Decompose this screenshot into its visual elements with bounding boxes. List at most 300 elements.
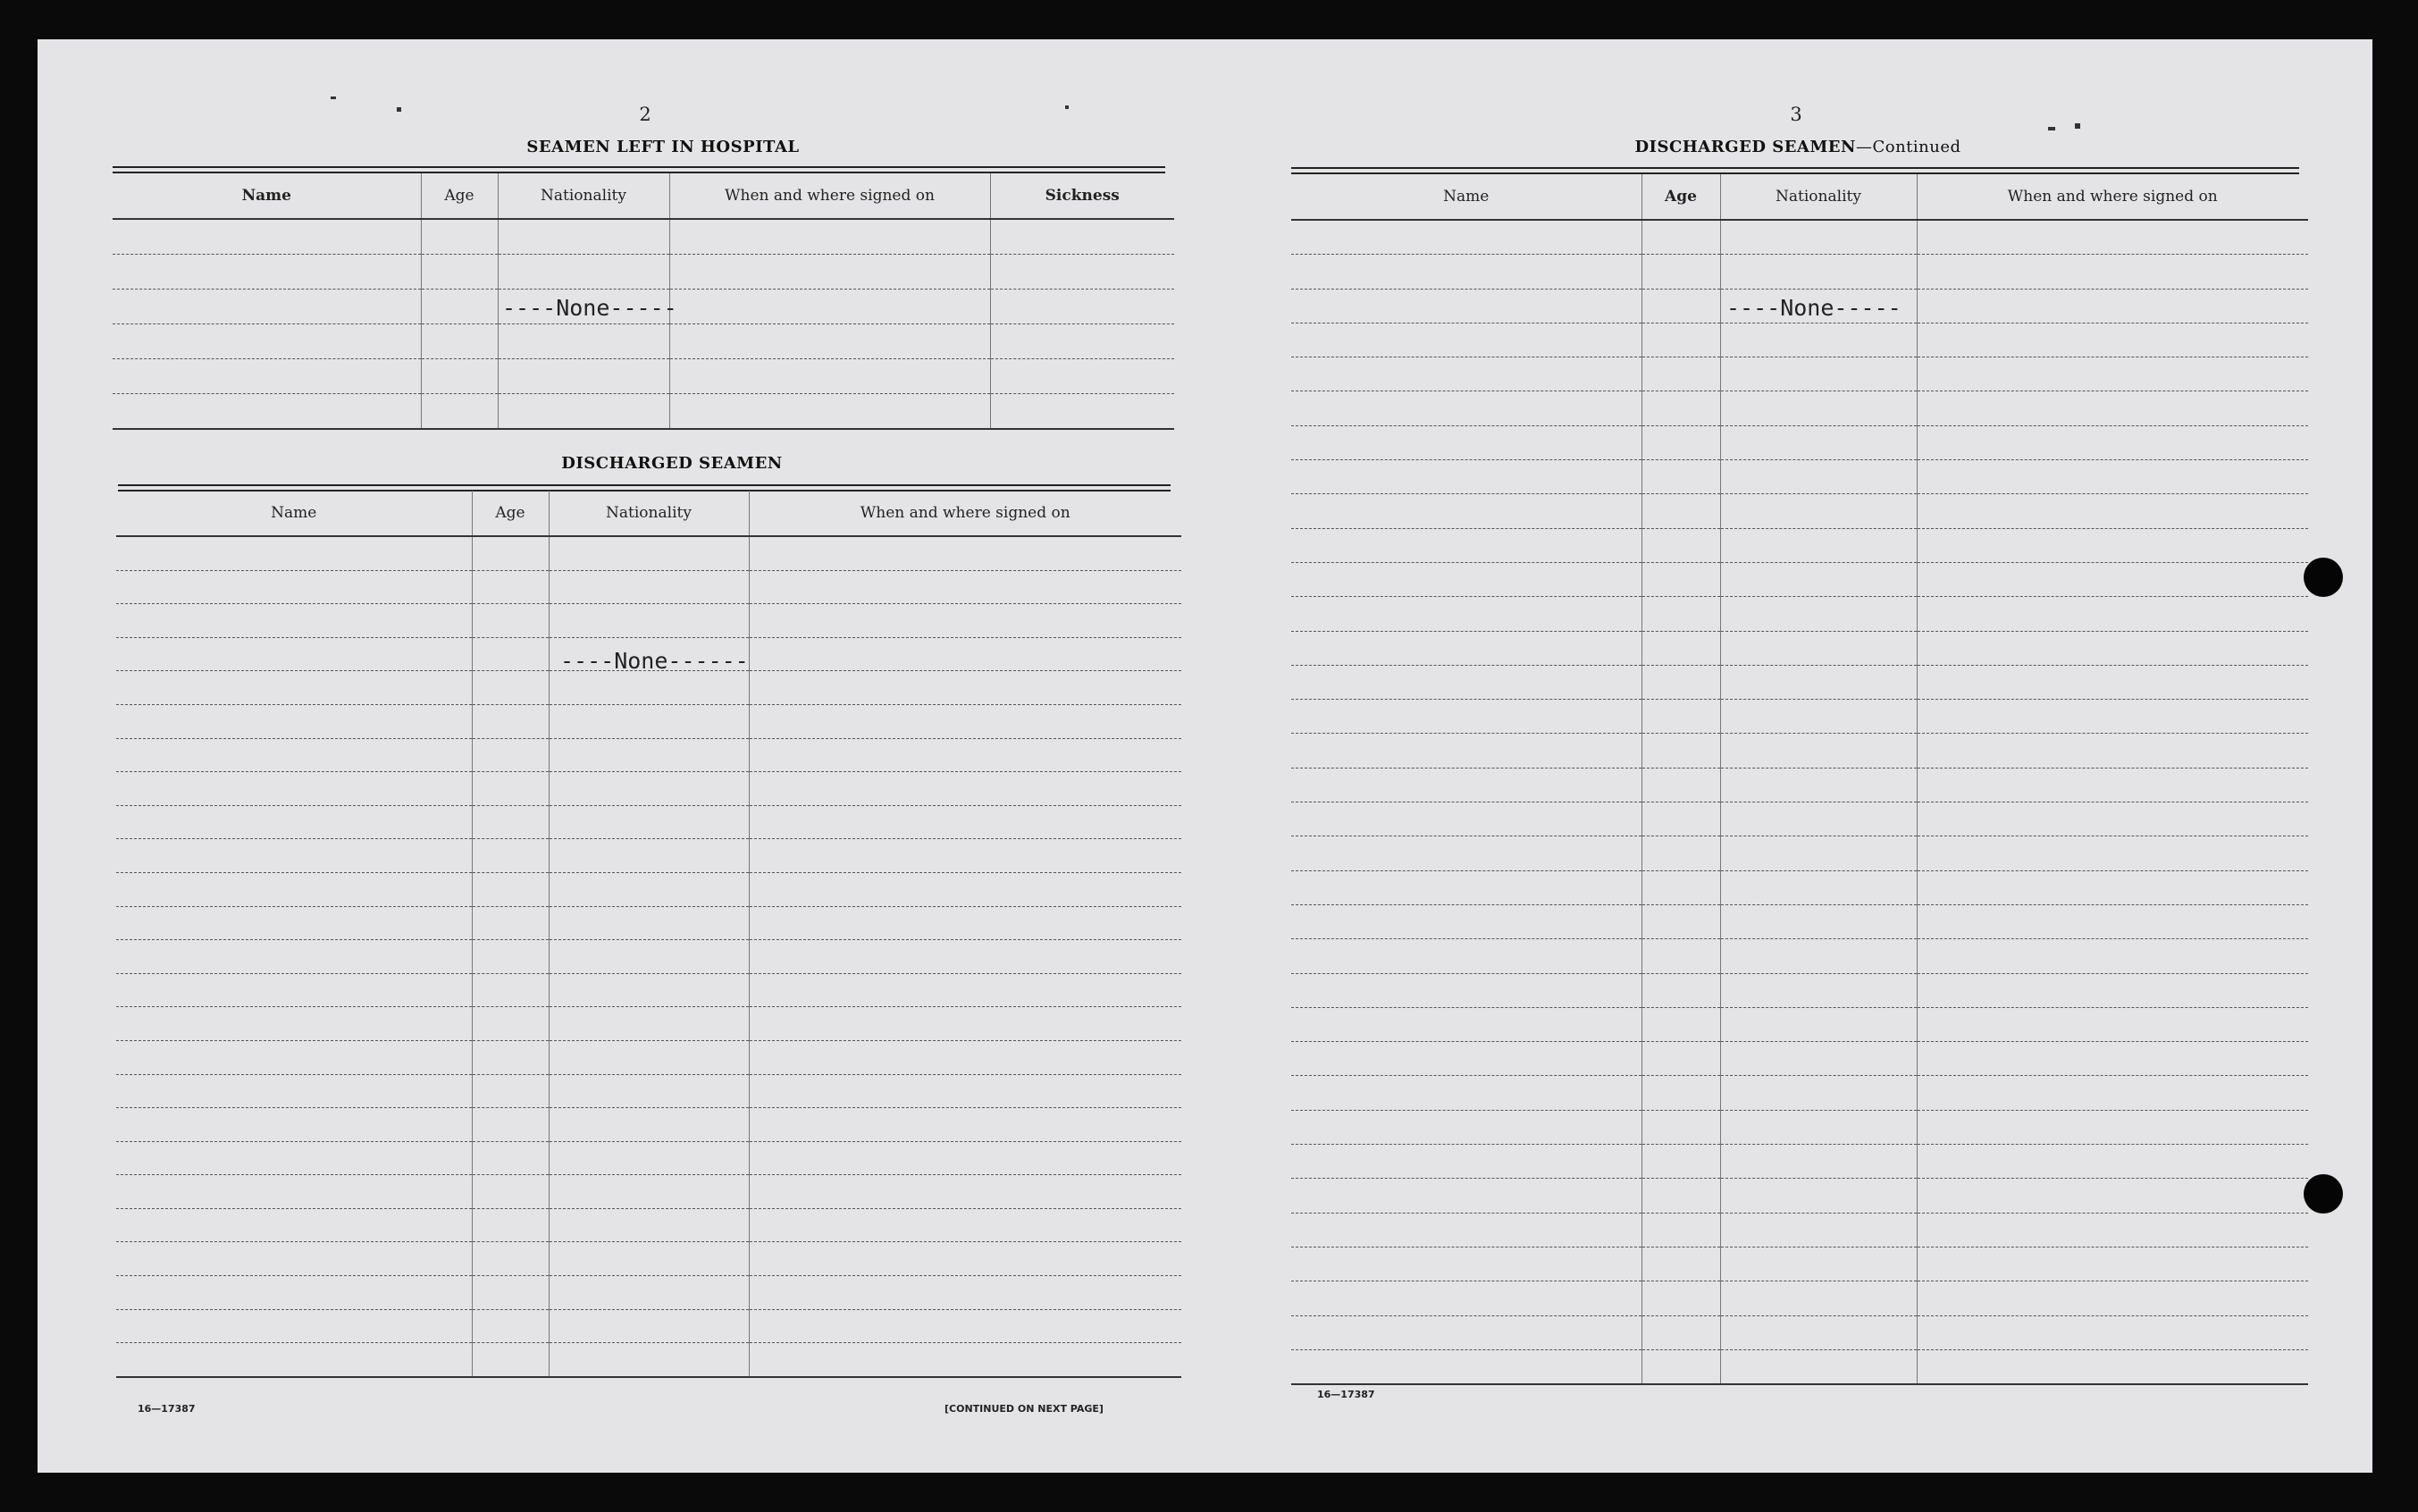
ledger-cell: [116, 704, 472, 738]
ledger-cell: [1641, 1179, 1720, 1213]
ledger-cell: [749, 570, 1181, 604]
continued-note: [CONTINUED ON NEXT PAGE]: [945, 1403, 1104, 1415]
ledger-row: [1291, 255, 2308, 289]
ledger-cell: [1291, 1247, 1641, 1281]
ledger-cell: [749, 1175, 1181, 1209]
ledger-cell: [1720, 1179, 1917, 1213]
ledger-cell: [1720, 631, 1917, 665]
ledger-row: [116, 1074, 1181, 1108]
ledger-row: [1291, 323, 2308, 357]
ledger-cell: [1291, 665, 1641, 699]
ledger-cell: [116, 1343, 472, 1377]
ledger-cell: [472, 940, 549, 974]
ledger-cell: [1291, 562, 1641, 596]
hospital-section-title: SEAMEN LEFT IN HOSPITAL: [526, 138, 800, 156]
ledger-cell: [472, 1040, 549, 1074]
ledger-row: [116, 772, 1181, 806]
ledger-cell: [1291, 768, 1641, 802]
ledger-cell: [472, 1309, 549, 1343]
ledger-cell: [1720, 665, 1917, 699]
col-header-signed-on: When and where signed on: [669, 173, 990, 219]
ledger-cell: [472, 1108, 549, 1142]
page-number-left: 2: [639, 104, 651, 125]
ledger-cell: [1641, 289, 1720, 323]
scanned-sheet: [38, 39, 2372, 1473]
ledger-cell: [749, 839, 1181, 873]
ledger-cell: [1291, 1179, 1641, 1213]
ledger-row: [1291, 939, 2308, 973]
continued-top-rule: [1291, 167, 2299, 174]
ledger-cell: [549, 805, 749, 839]
ledger-cell: [1720, 904, 1917, 938]
ledger-cell: [472, 1074, 549, 1108]
ledger-cell: [549, 604, 749, 638]
continued-table: [1291, 174, 2308, 1385]
ledger-row: [116, 671, 1181, 705]
ledger-cell: [472, 1007, 549, 1041]
ledger-cell: [1291, 939, 1641, 973]
ledger-cell: [1641, 1213, 1720, 1247]
ledger-cell: [1291, 460, 1641, 494]
ledger-cell: [116, 805, 472, 839]
ledger-cell: [669, 394, 990, 430]
ledger-cell: [1917, 220, 2308, 255]
ledger-row: [116, 906, 1181, 940]
ledger-cell: [1917, 734, 2308, 768]
ledger-cell: [421, 290, 498, 324]
ledger-cell: [1720, 1281, 1917, 1315]
ledger-cell: [1641, 1110, 1720, 1144]
title-suffix: —Continued: [1855, 138, 1961, 156]
ledger-cell: [1291, 734, 1641, 768]
binder-hole-top: [2304, 558, 2343, 597]
ledger-cell: [549, 1141, 749, 1175]
ledger-cell: [1720, 1110, 1917, 1144]
ledger-row: [1291, 357, 2308, 391]
ledger-cell: [472, 973, 549, 1007]
col-header-age: Age: [1641, 174, 1720, 220]
ledger-cell: [1641, 631, 1720, 665]
hospital-none-entry: ----None-----: [502, 295, 677, 321]
col-header-signed-on: When and where signed on: [1917, 174, 2308, 220]
ledger-cell: [549, 906, 749, 940]
ledger-cell: [116, 872, 472, 906]
ledger-cell: [669, 359, 990, 394]
ledger-cell: [1641, 802, 1720, 836]
ledger-cell: [1917, 665, 2308, 699]
ledger-cell: [749, 1007, 1181, 1041]
ledger-cell: [549, 1108, 749, 1142]
discharged-none-entry: ----None------: [560, 648, 749, 674]
ledger-cell: [749, 1276, 1181, 1310]
ledger-cell: [549, 738, 749, 772]
ledger-cell: [116, 1074, 472, 1108]
ledger-cell: [472, 637, 549, 671]
ledger-cell: [1641, 734, 1720, 768]
ledger-row: [116, 1007, 1181, 1041]
ledger-cell: [1917, 700, 2308, 734]
ledger-row: [116, 1242, 1181, 1276]
ledger-cell: [1720, 734, 1917, 768]
ledger-cell: [116, 738, 472, 772]
ledger-row: [1291, 1042, 2308, 1076]
ledger-cell: [990, 359, 1174, 394]
ledger-row: [116, 1343, 1181, 1377]
ledger-cell: [1641, 562, 1720, 596]
ledger-cell: [749, 1309, 1181, 1343]
ledger-cell: [1641, 391, 1720, 425]
ledger-cell: [1917, 391, 2308, 425]
ledger-row: [116, 1309, 1181, 1343]
ledger-cell: [116, 1141, 472, 1175]
ledger-row: [1291, 870, 2308, 904]
ledger-cell: [1641, 1281, 1720, 1315]
ledger-cell: [116, 1175, 472, 1209]
scan-speck: [2048, 127, 2055, 130]
ledger-cell: [549, 536, 749, 570]
ledger-cell: [421, 219, 498, 255]
ledger-row: [1291, 1145, 2308, 1179]
ledger-cell: [1917, 1213, 2308, 1247]
ledger-cell: [549, 704, 749, 738]
ledger-row: [1291, 1247, 2308, 1281]
ledger-cell: [1641, 255, 1720, 289]
ledger-row: [1291, 528, 2308, 562]
ledger-cell: [990, 255, 1174, 290]
ledger-cell: [472, 1242, 549, 1276]
ledger-cell: [1720, 768, 1917, 802]
ledger-cell: [472, 1343, 549, 1377]
ledger-cell: [1291, 1076, 1641, 1110]
ledger-cell: [1291, 597, 1641, 631]
ledger-row: [1291, 460, 2308, 494]
ledger-cell: [1720, 460, 1917, 494]
ledger-cell: [1291, 1007, 1641, 1041]
ledger-cell: [1291, 1315, 1641, 1349]
ledger-cell: [549, 872, 749, 906]
ledger-row: [1291, 802, 2308, 836]
ledger-cell: [1291, 528, 1641, 562]
ledger-cell: [116, 1040, 472, 1074]
ledger-cell: [421, 324, 498, 359]
ledger-row: [116, 805, 1181, 839]
ledger-cell: [1720, 1247, 1917, 1281]
ledger-cell: [549, 1242, 749, 1276]
ledger-row: [116, 1276, 1181, 1310]
ledger-cell: [472, 906, 549, 940]
ledger-cell: [1917, 597, 2308, 631]
ledger-cell: [1720, 357, 1917, 391]
ledger-cell: [1917, 1076, 2308, 1110]
ledger-cell: [1720, 1145, 1917, 1179]
page-number-right: 3: [1790, 104, 1802, 125]
ledger-cell: [498, 255, 669, 290]
ledger-cell: [1917, 494, 2308, 528]
ledger-cell: [116, 671, 472, 705]
ledger-cell: [421, 394, 498, 430]
ledger-cell: [116, 1242, 472, 1276]
ledger-cell: [113, 255, 421, 290]
col-header-name: Name: [113, 173, 421, 219]
ledger-cell: [749, 906, 1181, 940]
ledger-cell: [498, 324, 669, 359]
ledger-cell: [498, 359, 669, 394]
ledger-cell: [1641, 1042, 1720, 1076]
ledger-row: [1291, 1315, 2308, 1349]
ledger-cell: [990, 290, 1174, 324]
ledger-cell: [669, 290, 990, 324]
ledger-cell: [1291, 391, 1641, 425]
ledger-cell: [472, 1208, 549, 1242]
ledger-cell: [1917, 1042, 2308, 1076]
ledger-row: [1291, 768, 2308, 802]
ledger-cell: [1917, 802, 2308, 836]
ledger-cell: [1291, 700, 1641, 734]
ledger-cell: [1720, 700, 1917, 734]
ledger-row: [116, 738, 1181, 772]
ledger-cell: [116, 1276, 472, 1310]
ledger-cell: [1917, 1145, 2308, 1179]
ledger-cell: [1641, 1076, 1720, 1110]
ledger-cell: [1720, 1349, 1917, 1384]
ledger-cell: [116, 772, 472, 806]
ledger-row: [1291, 562, 2308, 596]
ledger-cell: [1917, 1281, 2308, 1315]
ledger-cell: [1641, 323, 1720, 357]
ledger-cell: [1720, 1213, 1917, 1247]
ledger-cell: [116, 570, 472, 604]
ledger-cell: [1291, 1281, 1641, 1315]
ledger-row: [1291, 631, 2308, 665]
ledger-cell: [1641, 220, 1720, 255]
scan-speck: [331, 97, 336, 99]
ledger-cell: [749, 1108, 1181, 1142]
ledger-cell: [113, 394, 421, 430]
ledger-cell: [1291, 357, 1641, 391]
ledger-cell: [1641, 700, 1720, 734]
ledger-cell: [549, 839, 749, 873]
col-header-name: Name: [116, 491, 472, 536]
ledger-row: [1291, 904, 2308, 938]
ledger-cell: [498, 219, 669, 255]
ledger-cell: [990, 219, 1174, 255]
ledger-cell: [1917, 939, 2308, 973]
ledger-row: [116, 940, 1181, 974]
ledger-cell: [116, 637, 472, 671]
ledger-row: [113, 394, 1174, 430]
binder-hole-bottom: [2304, 1174, 2343, 1214]
ledger-cell: [1917, 323, 2308, 357]
ledger-cell: [749, 1074, 1181, 1108]
ledger-cell: [472, 738, 549, 772]
ledger-cell: [1291, 255, 1641, 289]
ledger-cell: [116, 1208, 472, 1242]
ledger-cell: [1720, 802, 1917, 836]
col-header-nationality: Nationality: [498, 173, 669, 219]
ledger-cell: [472, 536, 549, 570]
ledger-cell: [113, 290, 421, 324]
ledger-cell: [1720, 1315, 1917, 1349]
ledger-row: [116, 1040, 1181, 1074]
form-number-left: 16—17387: [138, 1403, 196, 1415]
discharged-section-title: DISCHARGED SEAMEN: [561, 454, 783, 473]
ledger-cell: [1917, 1110, 2308, 1144]
ledger-cell: [749, 637, 1181, 671]
ledger-cell: [1641, 665, 1720, 699]
ledger-cell: [1917, 1315, 2308, 1349]
ledger-cell: [1917, 836, 2308, 870]
ledger-cell: [1291, 494, 1641, 528]
ledger-cell: [113, 219, 421, 255]
ledger-row: [116, 570, 1181, 604]
col-header-age: Age: [472, 491, 549, 536]
ledger-cell: [1641, 939, 1720, 973]
ledger-cell: [472, 671, 549, 705]
ledger-cell: [1641, 1315, 1720, 1349]
ledger-row: [116, 1208, 1181, 1242]
ledger-cell: [1291, 220, 1641, 255]
ledger-cell: [1641, 1007, 1720, 1041]
ledger-cell: [472, 604, 549, 638]
ledger-cell: [1720, 597, 1917, 631]
ledger-cell: [1720, 1076, 1917, 1110]
ledger-cell: [1641, 1349, 1720, 1384]
ledger-cell: [113, 359, 421, 394]
ledger-cell: [472, 704, 549, 738]
ledger-row: [116, 1141, 1181, 1175]
ledger-cell: [1917, 973, 2308, 1007]
ledger-cell: [749, 1040, 1181, 1074]
ledger-cell: [1720, 973, 1917, 1007]
ledger-cell: [1720, 1042, 1917, 1076]
ledger-cell: [549, 940, 749, 974]
ledger-cell: [1720, 494, 1917, 528]
ledger-cell: [1917, 1247, 2308, 1281]
ledger-row: [1291, 1076, 2308, 1110]
title-main: DISCHARGED SEAMEN: [1634, 138, 1856, 156]
ledger-cell: [549, 1309, 749, 1343]
ledger-cell: [1291, 904, 1641, 938]
ledger-row: [113, 359, 1174, 394]
ledger-cell: [472, 839, 549, 873]
ledger-cell: [1720, 391, 1917, 425]
ledger-cell: [1917, 562, 2308, 596]
ledger-cell: [472, 805, 549, 839]
ledger-cell: [1917, 631, 2308, 665]
ledger-cell: [1291, 870, 1641, 904]
ledger-cell: [1720, 562, 1917, 596]
ledger-row: [116, 973, 1181, 1007]
ledger-row: [116, 872, 1181, 906]
ledger-cell: [1917, 904, 2308, 938]
ledger-cell: [1641, 357, 1720, 391]
col-header-name: Name: [1291, 174, 1641, 220]
ledger-cell: [1641, 460, 1720, 494]
scan-speck: [2075, 123, 2080, 129]
ledger-cell: [1917, 1179, 2308, 1213]
ledger-cell: [1291, 1042, 1641, 1076]
scan-speck: [1065, 105, 1069, 109]
ledger-cell: [1917, 1349, 2308, 1384]
ledger-cell: [749, 604, 1181, 638]
ledger-row: [113, 324, 1174, 359]
ledger-cell: [749, 772, 1181, 806]
ledger-cell: [1720, 528, 1917, 562]
ledger-cell: [1917, 460, 2308, 494]
ledger-cell: [1917, 425, 2308, 459]
ledger-row: [1291, 665, 2308, 699]
ledger-cell: [1291, 836, 1641, 870]
ledger-cell: [1291, 323, 1641, 357]
ledger-cell: [1641, 836, 1720, 870]
ledger-row: [1291, 1007, 2308, 1041]
ledger-cell: [1720, 1007, 1917, 1041]
ledger-row: [113, 219, 1174, 255]
ledger-cell: [116, 973, 472, 1007]
ledger-cell: [116, 906, 472, 940]
ledger-row: [1291, 1110, 2308, 1144]
ledger-cell: [1291, 1349, 1641, 1384]
ledger-cell: [1720, 323, 1917, 357]
ledger-cell: [472, 772, 549, 806]
ledger-cell: [1917, 255, 2308, 289]
ledger-row: [116, 704, 1181, 738]
ledger-cell: [549, 1074, 749, 1108]
ledger-cell: [1720, 425, 1917, 459]
ledger-cell: [472, 1276, 549, 1310]
ledger-cell: [1641, 1247, 1720, 1281]
ledger-cell: [549, 772, 749, 806]
ledger-cell: [1917, 289, 2308, 323]
ledger-cell: [1720, 220, 1917, 255]
ledger-cell: [749, 1242, 1181, 1276]
ledger-cell: [1917, 528, 2308, 562]
ledger-cell: [990, 394, 1174, 430]
ledger-row: [116, 1175, 1181, 1209]
ledger-row: [1291, 391, 2308, 425]
ledger-row: [116, 604, 1181, 638]
ledger-cell: [1917, 1007, 2308, 1041]
ledger-cell: [421, 255, 498, 290]
ledger-cell: [1641, 425, 1720, 459]
ledger-cell: [749, 1208, 1181, 1242]
ledger-cell: [749, 1343, 1181, 1377]
ledger-cell: [749, 973, 1181, 1007]
ledger-cell: [1291, 425, 1641, 459]
continued-section-title: [1521, 138, 2075, 156]
ledger-cell: [498, 394, 669, 430]
ledger-cell: [116, 604, 472, 638]
ledger-cell: [669, 219, 990, 255]
ledger-cell: [990, 324, 1174, 359]
ledger-cell: [1641, 597, 1720, 631]
ledger-cell: [1291, 1110, 1641, 1144]
ledger-cell: [749, 704, 1181, 738]
ledger-cell: [749, 872, 1181, 906]
ledger-cell: [1641, 494, 1720, 528]
ledger-cell: [549, 1276, 749, 1310]
scan-speck: [397, 107, 401, 112]
ledger-cell: [549, 1175, 749, 1209]
ledger-cell: [1641, 973, 1720, 1007]
ledger-row: [1291, 1349, 2308, 1384]
ledger-row: [1291, 597, 2308, 631]
ledger-cell: [1641, 904, 1720, 938]
ledger-row: [116, 1108, 1181, 1142]
ledger-cell: [549, 1208, 749, 1242]
ledger-cell: [1720, 255, 1917, 289]
ledger-row: [1291, 700, 2308, 734]
